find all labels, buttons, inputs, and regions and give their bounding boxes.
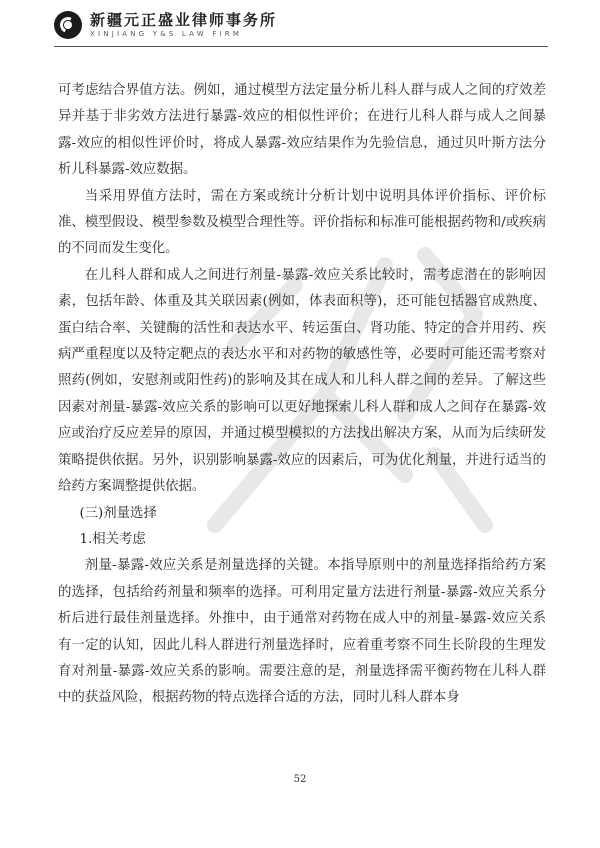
paragraph-3: 在儿科人群和成人之间进行剂量-暴露-效应关系比较时，需考虑潜在的影响因素，包括年龄、体重及其关联因素(例如，体表面积等)，还可能包括器官成熟度、蛋白结合率、关键酶的活性和表达水平、转运蛋白、肾功能、特定的合并用药、疾病严重程度以及特定靶点的表达水平和对药物的敏感性等，必要时可能还需考察对照药(例如，安慰剂或阳性药)的影响及其在成人和儿科人群之间的差异。了解这些因素对剂量-暴露-效应关系的影响可以更好地探索儿科人群和成人之间存在暴露-效应或治疗反应差异的原因，并通过模型模拟的方法找出解决方案，从而为后续研发策略提供依据。另外，识别影响暴露-效应的因素后，可为优化剂量，并进行适当的给药方案调整提供依据。 [58,267,546,495]
page-number: 52 [293,774,307,785]
paragraph-4: 剂量-暴露-效应关系是剂量选择的关键。本指导原则中的剂量选择指给药方案的选择，包括给药剂量和频率的选择。可利用定量方法进行剂量-暴露-效应关系分析后进行最佳剂量选择。外推中，由于通常对药物在成人中的剂量-暴露-效应关系有一定的认知，因此儿科人群进行剂量选择时，应着重考察不同生长阶段的生理发育对剂量-暴露-效应关系的影响。需要注意的是，剂量选择需平衡药物在儿科人群中的获益风险，根据药物的特点选择合适的方法，同时儿科人群本身 [58,558,546,706]
subsection-heading: 1.相关考虑 [79,531,146,547]
firm-logo-icon [54,11,82,39]
header-divider [54,46,548,47]
section-heading: (三)剂量选择 [79,505,157,521]
paragraph-2: 当采用界值方法时，需在方案或统计分析计划中说明具体评价指标、评价标准、模型假设、模型参数及模型合理性等。评价指标和标准可能根据药物和/或疾病的不同而发生变化。 [58,188,546,257]
firm-name-cn: 新疆元正盛业律师事务所 [90,10,278,29]
firm-name [90,10,278,38]
page-header [54,8,277,42]
paragraph-1: 可考虑结合界值方法。例如，通过模型方法定量分析儿科人群与成人之间的疗效差异并基于非劣效方法进行暴露-效应的相似性评价；在进行儿科人群与成人之间暴露-效应的相似性评价时，将成人暴露-效应结果作为先验信息，通过贝叶斯方法分析儿科暴露-效应数据。 [58,83,546,178]
firm-name-en: XINJIANG Y&S LAW FIRM [90,29,243,38]
document-body [58,78,546,712]
